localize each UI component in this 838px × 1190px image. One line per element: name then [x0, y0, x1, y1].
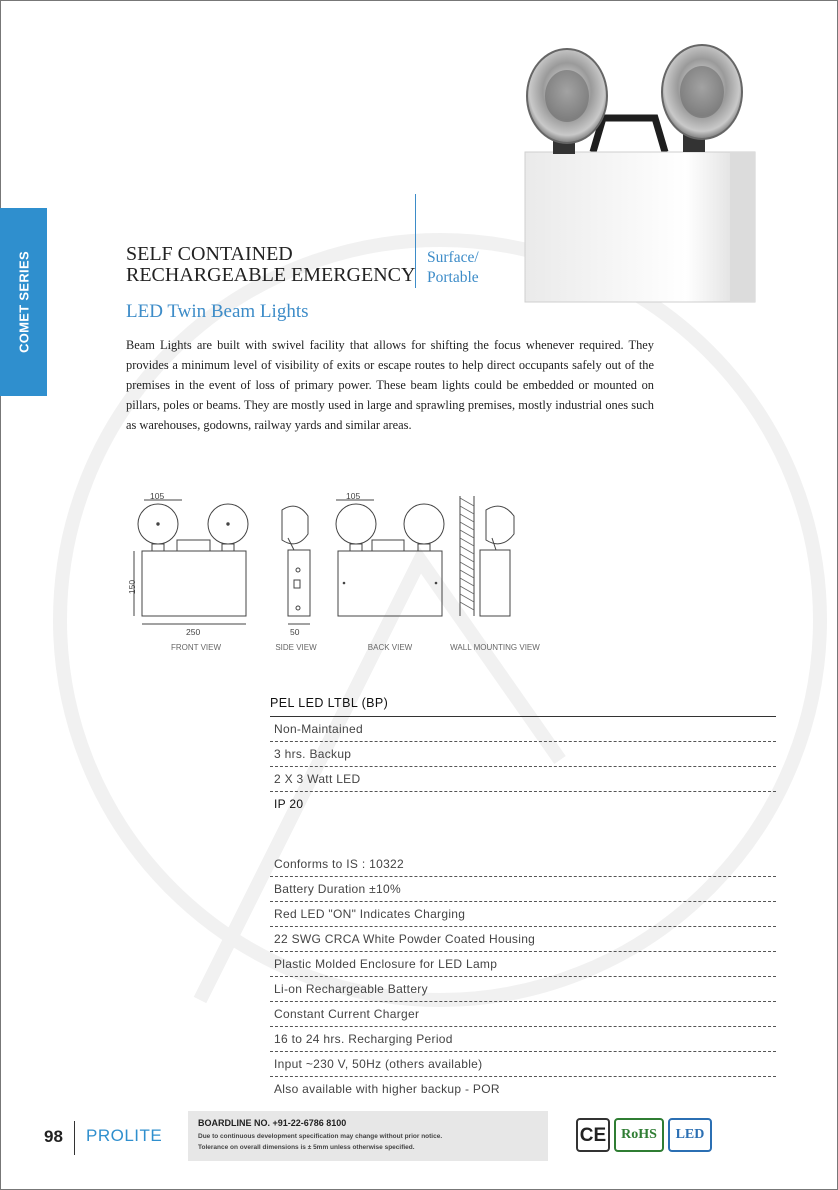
rohs-label: RoHS [621, 1127, 657, 1142]
spec-row: IP 20 [274, 797, 304, 811]
dim-back-head: 105 [346, 491, 361, 501]
product-subtitle: LED Twin Beam Lights [126, 301, 309, 322]
feature-row: Red LED "ON" Indicates Charging [270, 902, 776, 927]
label-front-view: FRONT VIEW [170, 643, 222, 652]
dim-front-head: 105 [150, 491, 165, 501]
dim-height: 150 [127, 579, 138, 595]
product-description: Beam Lights are built with swivel facility that allows for shifting the focus whenever required. They provides a minimum level of visibility of exits or escape routes to help direct occupants safely out of the premises in the event of loss of primary power. These beam lights could be embedded or mounted on pillars, poles or beams. They are mostly used in large and sprawling premises, mostly industrial ones such as warehouses, godowns, railway yards and similar areas. [126, 338, 654, 432]
feature-row: Constant Current Charger [270, 1002, 776, 1027]
mount-line-2: Portable [427, 269, 479, 286]
side-view-drawing [282, 506, 310, 624]
label-back-view: BACK VIEW [367, 643, 413, 652]
front-view-drawing [134, 500, 248, 624]
feature-row: Li-on Rechargeable Battery [270, 977, 776, 1002]
dim-depth: 50 [290, 627, 300, 637]
feature-row: Conforms to IS : 10322 [270, 852, 776, 877]
spec-row: 2 X 3 Watt LED [270, 767, 776, 792]
label-side-view: SIDE VIEW [275, 643, 317, 652]
spec-table [270, 696, 776, 816]
spec-row: Non-Maintained [270, 717, 776, 742]
title-divider [415, 194, 416, 288]
led-badge-icon [668, 1118, 712, 1152]
boardline-number: BOARDLINE NO. +91-22-6786 8100 [198, 1118, 347, 1128]
side-tab [0, 208, 47, 396]
title-line-2: RECHARGEABLE EMERGENCY [126, 264, 416, 286]
feature-row: Plastic Molded Enclosure for LED Lamp [270, 952, 776, 977]
back-view-drawing [336, 500, 444, 616]
side-tab-label: COMET SERIES [16, 251, 32, 353]
mounting-type [427, 248, 479, 288]
footer-info-box [188, 1111, 548, 1161]
technical-drawings [122, 488, 562, 638]
model-number: PEL LED LTBL (BP) [270, 696, 776, 717]
footer-divider [74, 1121, 75, 1155]
feature-row: 16 to 24 hrs. Recharging Period [270, 1027, 776, 1052]
footer-note-1: Due to continuous development specification may change without prior notice. [198, 1133, 443, 1140]
feature-list [270, 852, 776, 1101]
label-wall-view: WALL MOUNTING VIEW [450, 643, 540, 652]
ce-label: CE [579, 1125, 607, 1146]
product-title [126, 244, 415, 286]
feature-row: Also available with higher backup - POR [274, 1082, 500, 1096]
title-line-1: SELF CONTAINED [126, 243, 293, 265]
rohs-badge-icon [614, 1118, 664, 1152]
spec-row: 3 hrs. Backup [270, 742, 776, 767]
footer-note-2: Tolerance on overall dimensions is ± 5mm unless otherwise specified. [198, 1144, 415, 1151]
mount-line-1: Surface/ [427, 249, 479, 266]
ce-mark-icon [576, 1118, 610, 1152]
led-label: LED [675, 1127, 705, 1142]
dim-width: 250 [186, 627, 201, 637]
feature-row: Input ~230 V, 50Hz (others available) [270, 1052, 776, 1077]
feature-row: Battery Duration ±10% [270, 877, 776, 902]
brand-logo: PROLITE [86, 1126, 163, 1145]
page-number: 98 [44, 1127, 63, 1146]
feature-row: 22 SWG CRCA White Powder Coated Housing [270, 927, 776, 952]
product-image [515, 40, 815, 310]
